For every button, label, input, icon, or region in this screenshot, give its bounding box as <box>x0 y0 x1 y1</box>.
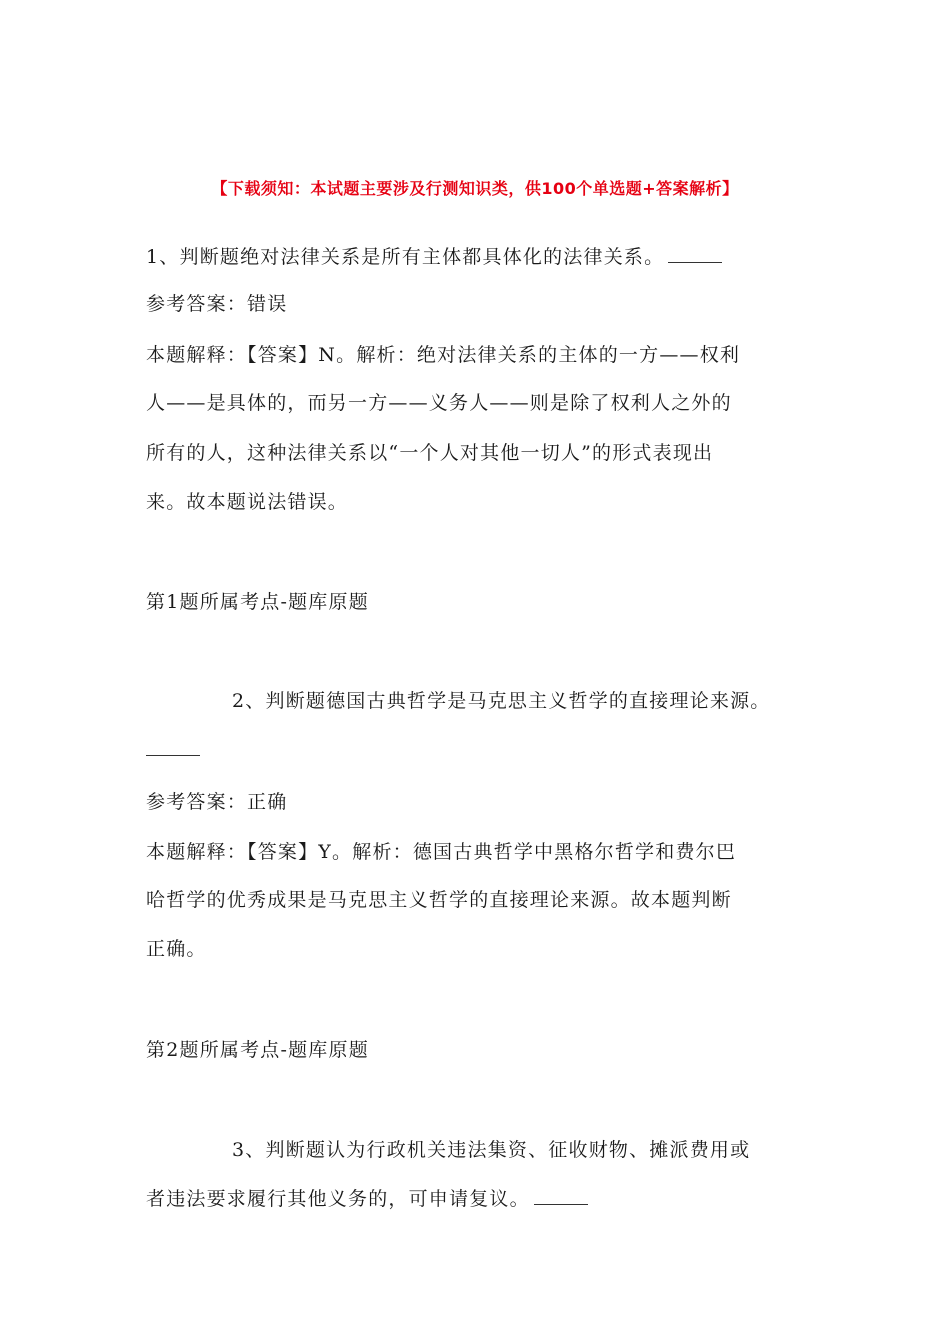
question-2-explanation-line: 本题解释：【答案】Y。解析：德国古典哲学中黑格尔哲学和费尔巴 <box>146 841 737 863</box>
question-2-answer: 参考答案：正确 <box>146 791 288 813</box>
question-3-stem-text: 者违法要求履行其他义务的，可申请复议。 <box>146 1188 530 1210</box>
question-3-stem-line: 3、判断题认为行政机关违法集资、征收财物、摊派费用或 <box>232 1139 751 1161</box>
download-notice: 【下载须知：本试题主要涉及行测知识类，供100个单选题+答案解析】 <box>211 179 739 198</box>
question-3-stem-line-2 <box>146 1184 588 1211</box>
question-1-stem <box>146 242 722 269</box>
question-2-source: 第2题所属考点-题库原题 <box>146 1039 369 1061</box>
question-2-explanation-line: 哈哲学的优秀成果是马克思主义哲学的直接理论来源。故本题判断 <box>146 889 732 911</box>
answer-blank <box>668 261 722 263</box>
question-1-answer: 参考答案：错误 <box>146 293 288 315</box>
question-1-explanation-line: 本题解释：【答案】N。解析：绝对法律关系的主体的一方——权利 <box>146 344 741 366</box>
question-1-explanation-line: 来。故本题说法错误。 <box>146 491 349 513</box>
question-1-explanation-line: 人——是具体的，而另一方——义务人——则是除了权利人之外的 <box>146 392 732 414</box>
question-2-stem: 2、判断题德国古典哲学是马克思主义哲学的直接理论来源。 <box>232 690 771 712</box>
question-1-explanation-line: 所有的人，这种法律关系以“一个人对其他一切人”的形式表现出 <box>146 442 714 464</box>
answer-blank <box>146 755 200 756</box>
answer-blank <box>534 1203 588 1205</box>
question-2-explanation-line: 正确。 <box>146 938 207 960</box>
question-1-stem-text: 1、判断题绝对法律关系是所有主体都具体化的法律关系。 <box>146 246 665 268</box>
question-1-source: 第1题所属考点-题库原题 <box>146 591 369 613</box>
